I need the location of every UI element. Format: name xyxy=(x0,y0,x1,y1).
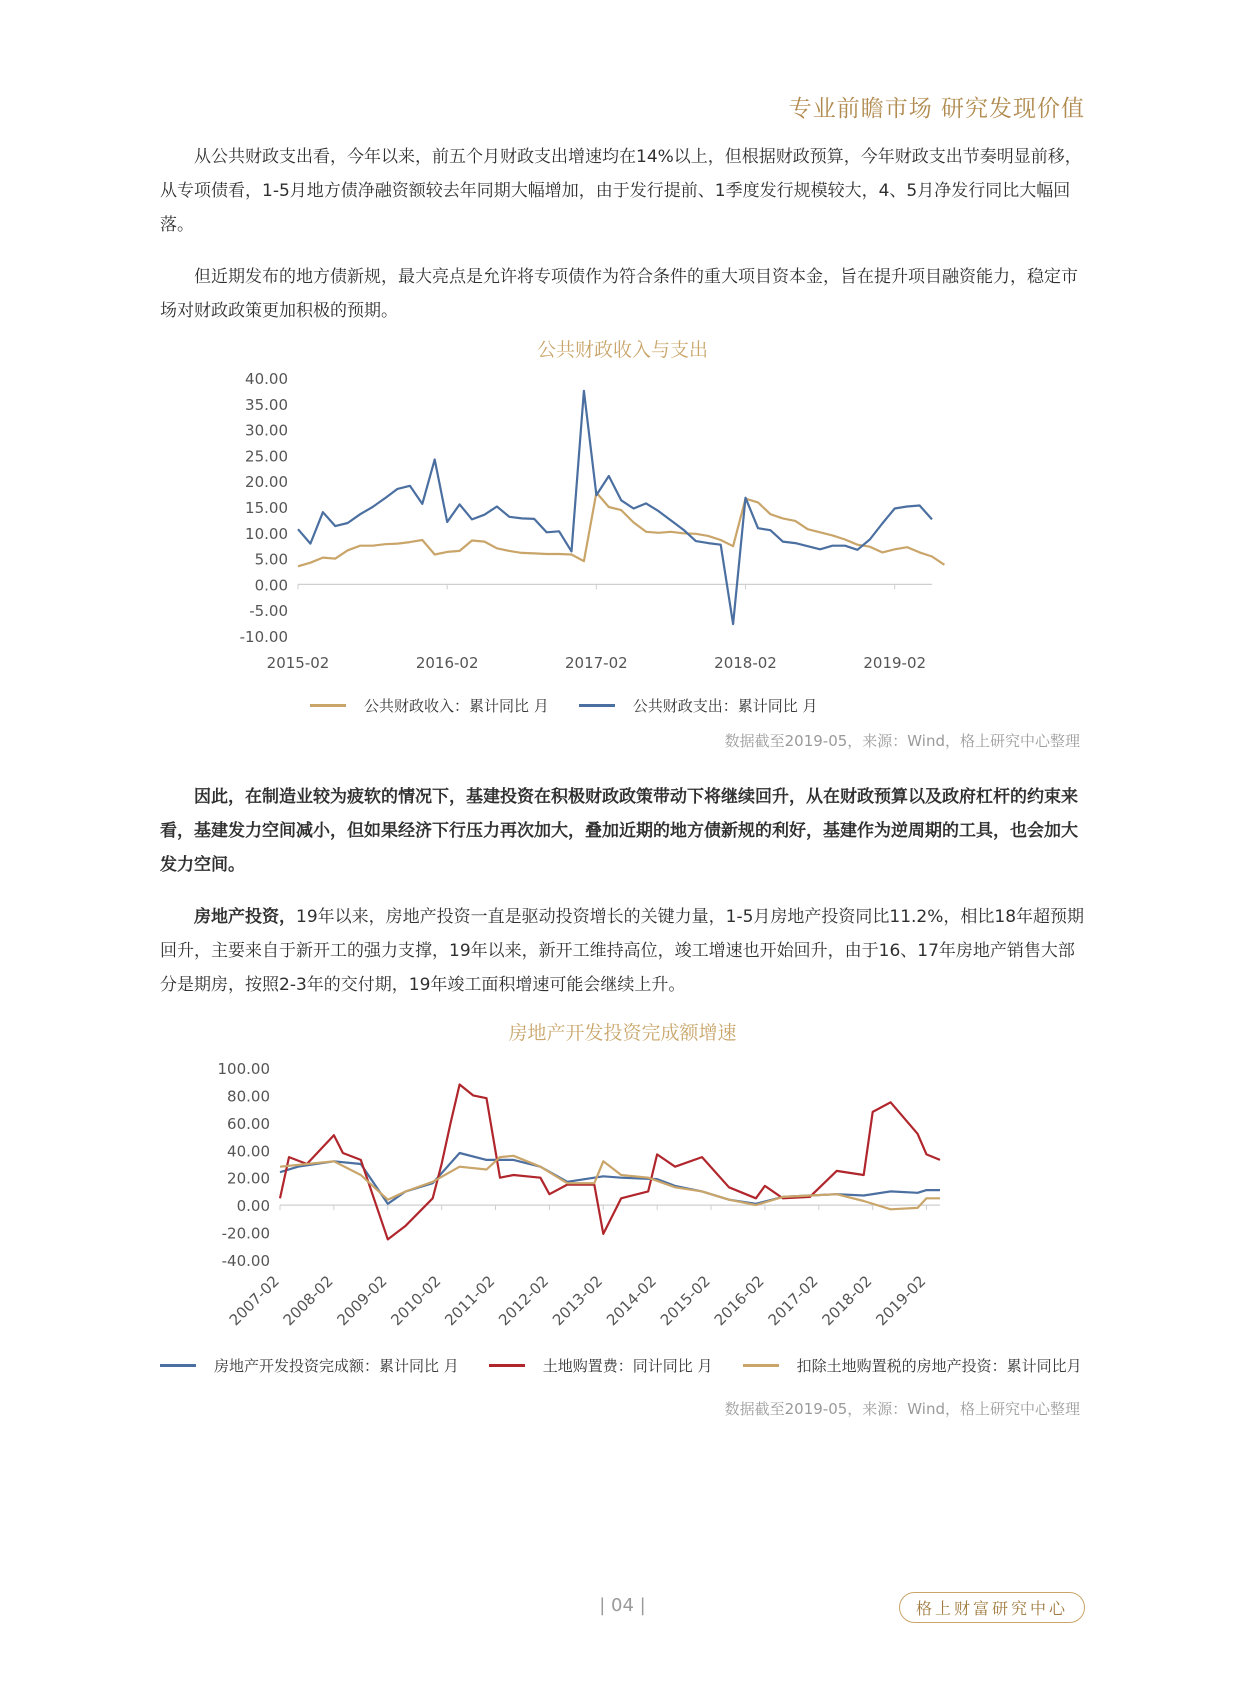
y-tick-label: 30.00 xyxy=(245,421,288,440)
brand-badge: 格上财富研究中心 xyxy=(899,1592,1085,1623)
y-tick-label: 10.00 xyxy=(245,524,288,543)
chart1-fiscal xyxy=(0,360,1245,690)
x-tick-label: 2009-02 xyxy=(333,1272,391,1330)
x-tick-label: 2015-02 xyxy=(266,654,330,672)
x-tick-label: 2013-02 xyxy=(549,1272,607,1330)
y-tick-label: 25.00 xyxy=(245,447,288,466)
chart1-legend xyxy=(310,695,848,716)
paragraph-infrastructure: 因此，在制造业较为疲软的情况下，基建投资在积极财政政策带动下将继续回升，从在财政预算以及政府杠杆的约束来看，基建发力空间减小，但如果经济下行压力再次加大，叠加近期的地方债新规的利好，基建作为逆周期的工具，也会加大发力空间。 xyxy=(160,787,1078,875)
page-number: | 04 | xyxy=(599,1595,646,1616)
series-line-0 xyxy=(298,493,944,567)
y-tick-label: -5.00 xyxy=(249,602,288,621)
chart2-title: 房地产开发投资完成额增速 xyxy=(508,1022,737,1044)
legend-label: 扣除土地购置税的房地产投资：累计同比月 xyxy=(796,1357,1082,1375)
y-tick-label: 20.00 xyxy=(245,473,288,492)
paragraph-fiscal-spending: 从公共财政支出看，今年以来，前五个月财政支出增速均在14%以上，但根据财政预算，今年财政支出节奏明显前移，从专项债看，1-5月地方债净融资额较去年同期大幅增加，由于发行提前、1季度发行规模较大，4、5月净发行同比大幅回落。 xyxy=(160,147,1082,235)
x-tick-label: 2019-02 xyxy=(863,654,927,672)
x-tick-label: 2015-02 xyxy=(656,1272,714,1330)
legend-item-2 xyxy=(743,1355,1082,1376)
legend-swatch xyxy=(310,704,346,707)
paragraph-real-estate-body: 19年以来，房地产投资一直是驱动投资增长的关键力量，1-5月房地产投资同比11.2%，相比18年超预期回升，主要来自于新开工的强力支撑，19年以来，新开工维持高位，竣工增速也开始回升，由于16、17年房地产销售大部分是期房，按照2-3年的交付期，19年竣工面积增速可能会继续上升。 xyxy=(160,907,1085,995)
paragraph-real-estate xyxy=(160,900,1085,1002)
legend-item-1 xyxy=(489,1355,713,1376)
legend-label: 公共财政收入：累计同比 月 xyxy=(364,697,549,715)
y-tick-label: 40.00 xyxy=(227,1142,270,1161)
y-tick-label: 5.00 xyxy=(254,550,288,569)
y-tick-label: 35.00 xyxy=(245,395,288,414)
x-tick-label: 2008-02 xyxy=(279,1272,337,1330)
paragraph-real-estate-lead: 房地产投资， xyxy=(194,907,296,927)
y-tick-label: 100.00 xyxy=(217,1060,270,1078)
legend-swatch xyxy=(160,1364,196,1367)
x-tick-label: 2016-02 xyxy=(710,1272,768,1330)
legend-item-1 xyxy=(579,695,818,716)
x-tick-label: 2010-02 xyxy=(387,1272,445,1330)
legend-label: 土地购置费：同计同比 月 xyxy=(542,1357,713,1375)
x-tick-label: 2017-02 xyxy=(764,1272,822,1330)
legend-label: 公共财政支出：累计同比 月 xyxy=(632,697,818,715)
x-tick-label: 2011-02 xyxy=(441,1272,499,1330)
chart2-source: 数据截至2019-05，来源：Wind，格上研究中心整理 xyxy=(724,1400,1080,1418)
x-tick-label: 2016-02 xyxy=(415,654,479,672)
y-tick-label: 40.00 xyxy=(245,370,288,388)
x-tick-label: 2018-02 xyxy=(818,1272,876,1330)
y-tick-label: 20.00 xyxy=(227,1169,270,1188)
chart1-title: 公共财政收入与支出 xyxy=(536,339,708,361)
legend-swatch xyxy=(489,1364,525,1367)
y-tick-label: 80.00 xyxy=(227,1087,270,1106)
y-tick-label: -10.00 xyxy=(239,628,288,646)
y-tick-label: 0.00 xyxy=(236,1197,270,1216)
series-line-2 xyxy=(280,1156,940,1210)
x-tick-label: 2007-02 xyxy=(225,1272,283,1330)
y-tick-label: 0.00 xyxy=(254,576,288,595)
paragraph-local-debt: 但近期发布的地方债新规，最大亮点是允许将专项债作为符合条件的重大项目资本金，旨在提升项目融资能力，稳定市场对财政政策更加积极的预期。 xyxy=(160,267,1078,321)
y-tick-label: 60.00 xyxy=(227,1114,270,1133)
legend-swatch xyxy=(743,1364,779,1367)
legend-label: 房地产开发投资完成额：累计同比 月 xyxy=(214,1357,459,1375)
y-tick-label: -20.00 xyxy=(221,1224,270,1243)
x-tick-label: 2019-02 xyxy=(872,1272,930,1330)
chart2-legend xyxy=(160,1355,1112,1376)
legend-item-0 xyxy=(310,695,549,716)
series-line-1 xyxy=(280,1085,940,1240)
y-tick-label: -40.00 xyxy=(221,1252,270,1270)
legend-swatch xyxy=(579,704,615,707)
legend-item-0 xyxy=(160,1355,459,1376)
y-tick-label: 15.00 xyxy=(245,499,288,517)
header-slogan: 专业前瞻市场 研究发现价值 xyxy=(788,96,1085,122)
chart2-real-estate xyxy=(0,1050,1245,1350)
x-tick-label: 2012-02 xyxy=(495,1272,553,1330)
x-tick-label: 2018-02 xyxy=(714,654,777,672)
x-tick-label: 2014-02 xyxy=(602,1272,660,1330)
chart1-source: 数据截至2019-05，来源：Wind，格上研究中心整理 xyxy=(724,732,1080,750)
x-tick-label: 2017-02 xyxy=(565,654,628,672)
